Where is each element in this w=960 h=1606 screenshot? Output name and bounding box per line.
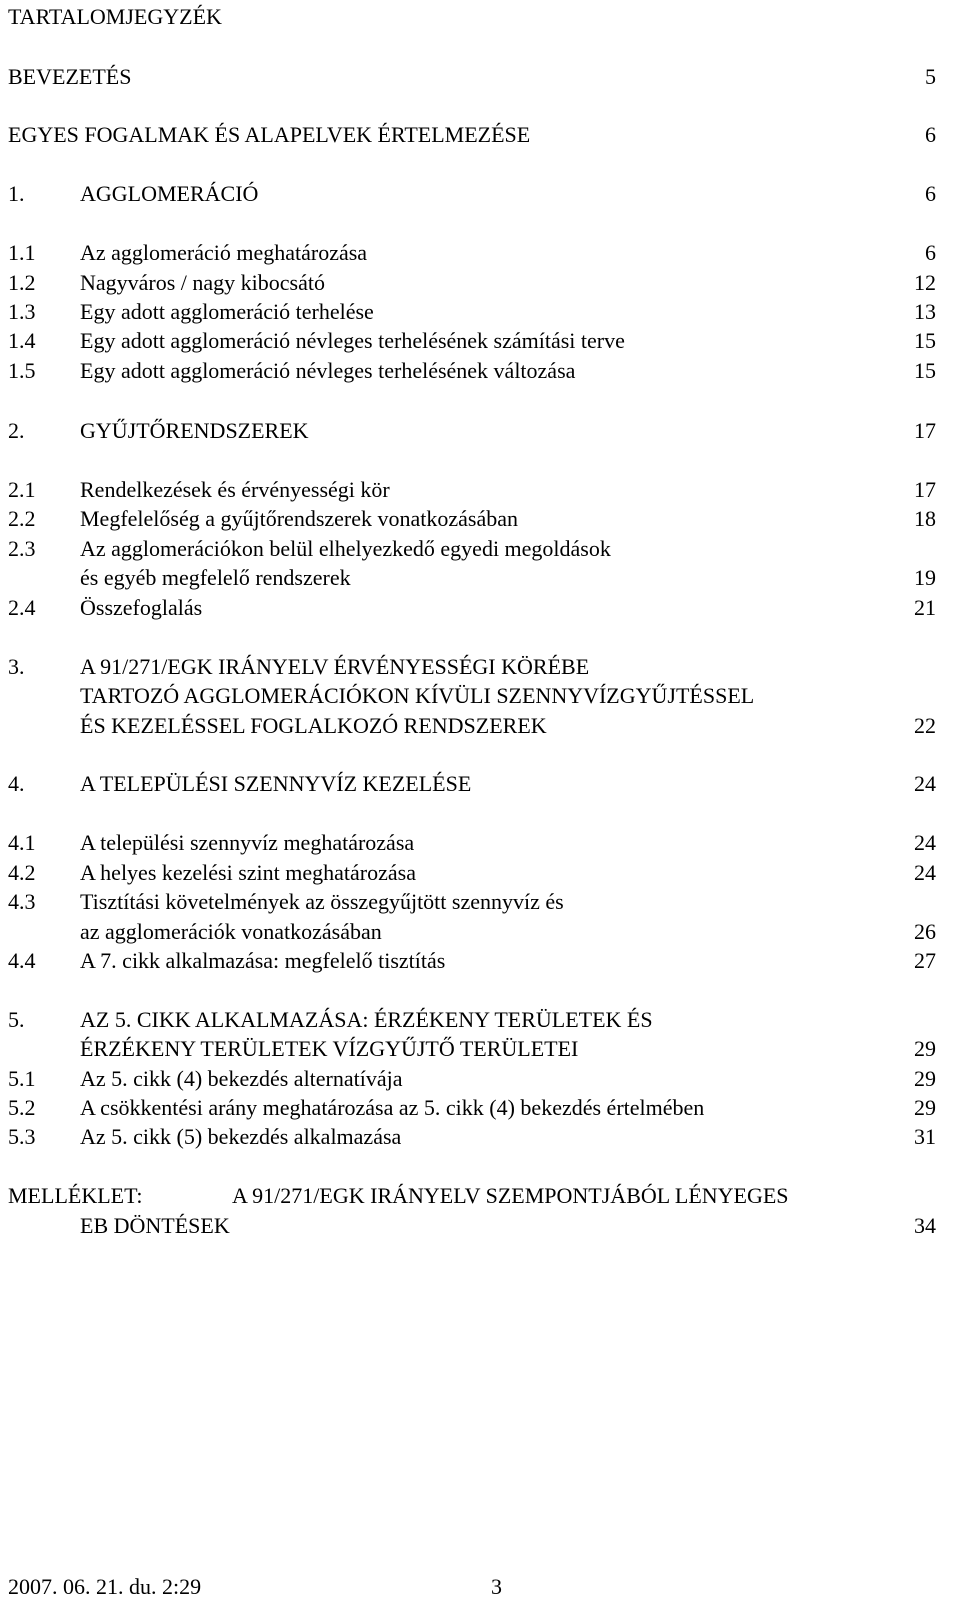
footer-timestamp: 2007. 06. 21. du. 2:29 xyxy=(8,1574,202,1599)
toc-section-number: 5.3 xyxy=(8,1124,36,1149)
toc-title: TARTALOMJEGYZÉK xyxy=(8,4,222,29)
toc-entry-text-line1: Az agglomerációkon belül elhelyezkedő egyedi megoldások xyxy=(80,536,611,561)
toc-page-number: 24 xyxy=(914,771,936,796)
toc-entry-text: A TELEPÜLÉSI SZENNYVÍZ KEZELÉSE xyxy=(80,771,472,796)
toc-section-number: 1. xyxy=(8,181,25,206)
toc-entry-s5-1[interactable] xyxy=(0,1064,960,1094)
toc-page-number: 6 xyxy=(925,240,936,265)
toc-page-number: 29 xyxy=(914,1066,936,1091)
toc-entry-s1-3[interactable] xyxy=(0,297,960,327)
toc-entry-s2-2[interactable] xyxy=(0,504,960,534)
toc-entry-s1-2[interactable] xyxy=(0,268,960,298)
toc-entry-annex[interactable] xyxy=(0,1181,960,1211)
toc-annex-label: MELLÉKLET: xyxy=(8,1183,143,1208)
toc-entry-s1-5[interactable] xyxy=(0,356,960,386)
toc-section-number: 5.2 xyxy=(8,1095,36,1120)
toc-page-number: 15 xyxy=(914,358,936,383)
toc-entry-s4[interactable] xyxy=(0,769,960,799)
toc-entry-text: Egy adott agglomeráció terhelése xyxy=(80,299,374,324)
toc-entry-text: GYŰJTŐRENDSZEREK xyxy=(80,418,309,443)
toc-entry-text-line2: TARTOZÓ AGGLOMERÁCIÓKON KÍVÜLI SZENNYVÍZGYŰJTÉSSEL xyxy=(80,683,755,708)
toc-entry-s1[interactable] xyxy=(0,179,960,209)
toc-section-number: 4.1 xyxy=(8,830,36,855)
toc-page-number: 27 xyxy=(914,948,936,973)
toc-entry-s2-4[interactable] xyxy=(0,593,960,623)
toc-page-number: 19 xyxy=(914,565,936,590)
toc-entry-text: Az 5. cikk (5) bekezdés alkalmazása xyxy=(80,1124,402,1149)
toc-entry-text: Az agglomeráció meghatározása xyxy=(80,240,368,265)
toc-section-number: 4.3 xyxy=(8,889,36,914)
toc-entry-s2-3-continued[interactable] xyxy=(0,563,960,593)
toc-entry-s2[interactable] xyxy=(0,416,960,446)
toc-section-number: 1.2 xyxy=(8,270,36,295)
toc-page-number: 6 xyxy=(925,181,936,206)
toc-entry-text-line2: és egyéb megfelelő rendszerek xyxy=(80,565,351,590)
toc-entry-text: BEVEZETÉS xyxy=(8,64,132,89)
toc-page-number: 29 xyxy=(914,1095,936,1120)
toc-entry-s1-1[interactable] xyxy=(0,238,960,268)
toc-entry-text-line2: ÉRZÉKENY TERÜLETEK VÍZGYŰJTŐ TERÜLETEI xyxy=(80,1036,579,1061)
toc-entry-s4-4[interactable] xyxy=(0,946,960,976)
toc-entry-s3-continued[interactable] xyxy=(0,681,960,711)
toc-section-number: 2.1 xyxy=(8,477,36,502)
toc-entry-text-line2: az agglomerációk vonatkozásában xyxy=(80,919,382,944)
toc-entry-text: Összefoglalás xyxy=(80,595,203,620)
toc-entry-text: A helyes kezelési szint meghatározása xyxy=(80,860,416,885)
toc-page-number: 29 xyxy=(914,1036,936,1061)
toc-page-number: 6 xyxy=(925,122,936,147)
toc-section-number: 3. xyxy=(8,654,25,679)
toc-entry-s2-3[interactable] xyxy=(0,534,960,564)
toc-section-number: 1.1 xyxy=(8,240,36,265)
toc-entry-text-line1: A 91/271/EGK IRÁNYELV ÉRVÉNYESSÉGI KÖRÉBE xyxy=(80,654,590,679)
toc-section-number: 1.3 xyxy=(8,299,36,324)
toc-page-number: 15 xyxy=(914,328,936,353)
toc-page-number: 18 xyxy=(914,506,936,531)
toc-page-number: 17 xyxy=(914,418,936,443)
toc-entry-text-line1: AZ 5. CIKK ALKALMAZÁSA: ÉRZÉKENY TERÜLETEK ÉS xyxy=(80,1007,653,1032)
toc-section-number: 2.4 xyxy=(8,595,36,620)
toc-entry-s5[interactable] xyxy=(0,1005,960,1035)
toc-entry-text-line1: A 91/271/EGK IRÁNYELV SZEMPONTJÁBÓL LÉNYEGES xyxy=(232,1183,789,1208)
toc-entry-text: Egy adott agglomeráció névleges terhelésének számítási terve xyxy=(80,328,625,353)
toc-entry-s3[interactable] xyxy=(0,652,960,682)
toc-section-number: 1.5 xyxy=(8,358,36,383)
toc-entry-s4-3[interactable] xyxy=(0,887,960,917)
toc-page-number: 21 xyxy=(914,595,936,620)
toc-entry-text: A 7. cikk alkalmazása: megfelelő tisztítás xyxy=(80,948,446,973)
toc-page-number: 24 xyxy=(914,830,936,855)
toc-page-number: 26 xyxy=(914,919,936,944)
toc-entry-s3-continued-2[interactable] xyxy=(0,711,960,741)
toc-entry-text: EGYES FOGALMAK ÉS ALAPELVEK ÉRTELMEZÉSE xyxy=(8,122,531,147)
toc-entry-text-line3: ÉS KEZELÉSSEL FOGLALKOZÓ RENDSZEREK xyxy=(80,713,547,738)
toc-entry-s2-1[interactable] xyxy=(0,475,960,505)
toc-entry-text: A csökkentési arány meghatározása az 5. cikk (4) bekezdés értelmében xyxy=(80,1095,705,1120)
toc-section-number: 2.2 xyxy=(8,506,36,531)
toc-entry-s4-3-continued[interactable] xyxy=(0,917,960,947)
toc-entry-text: Egy adott agglomeráció névleges terhelésének változása xyxy=(80,358,576,383)
toc-section-number: 2. xyxy=(8,418,25,443)
toc-entry-text: Megfelelőség a gyűjtőrendszerek vonatkozásában xyxy=(80,506,518,531)
toc-entry-s5-3[interactable] xyxy=(0,1122,960,1152)
toc-entry-text-line1: Tisztítási követelmények az összegyűjtött szennyvíz és xyxy=(80,889,564,914)
toc-page-number: 5 xyxy=(925,64,936,89)
footer-page-number: 3 xyxy=(491,1574,502,1599)
toc-entry-s5-continued[interactable] xyxy=(0,1034,960,1064)
toc-entry-text: Rendelkezések és érvényességi kör xyxy=(80,477,390,502)
toc-entry-s5-2[interactable] xyxy=(0,1093,960,1123)
toc-entry-s1-4[interactable] xyxy=(0,326,960,356)
toc-page-number: 12 xyxy=(914,270,936,295)
toc-entry-s4-1[interactable] xyxy=(0,828,960,858)
toc-entry-concepts[interactable] xyxy=(0,120,960,150)
toc-entry-text: AGGLOMERÁCIÓ xyxy=(80,181,259,206)
toc-page-number: 24 xyxy=(914,860,936,885)
toc-section-number: 5.1 xyxy=(8,1066,36,1091)
toc-section-number: 4. xyxy=(8,771,25,796)
toc-page-number: 17 xyxy=(914,477,936,502)
toc-section-number: 2.3 xyxy=(8,536,36,561)
toc-page-number: 13 xyxy=(914,299,936,324)
toc-section-number: 4.4 xyxy=(8,948,36,973)
toc-section-number: 4.2 xyxy=(8,860,36,885)
toc-entry-text: Az 5. cikk (4) bekezdés alternatívája xyxy=(80,1066,403,1091)
toc-section-number: 5. xyxy=(8,1007,25,1032)
toc-page-number: 31 xyxy=(914,1124,936,1149)
toc-page-number: 22 xyxy=(914,713,936,738)
toc-entry-text: Nagyváros / nagy kibocsátó xyxy=(80,270,325,295)
toc-section-number: 1.4 xyxy=(8,328,36,353)
toc-entry-text: A települési szennyvíz meghatározása xyxy=(80,830,415,855)
toc-entry-annex-continued[interactable] xyxy=(0,1211,960,1241)
toc-entry-s4-2[interactable] xyxy=(0,858,960,888)
toc-page-number: 34 xyxy=(914,1213,936,1238)
toc-entry-text-line2: EB DÖNTÉSEK xyxy=(80,1213,230,1238)
toc-entry-intro[interactable] xyxy=(0,62,960,92)
